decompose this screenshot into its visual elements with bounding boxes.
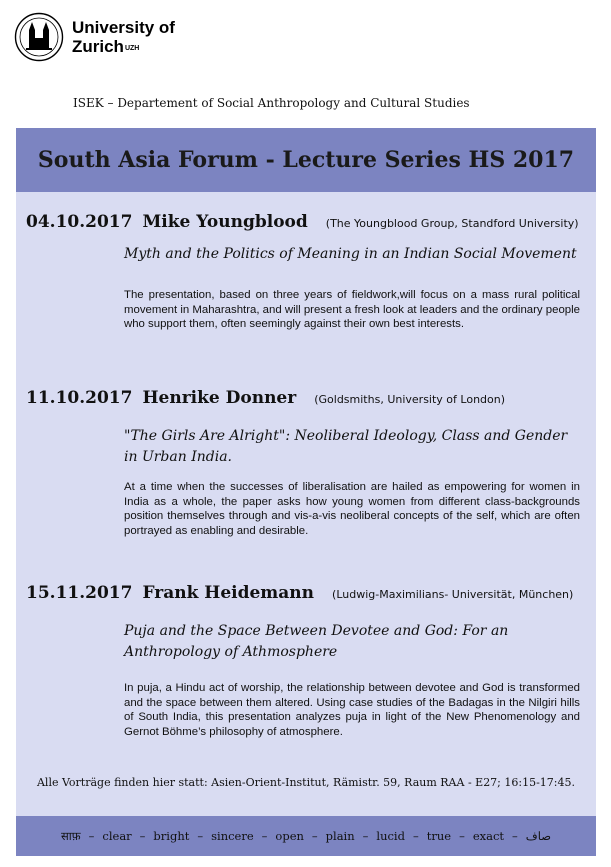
footer-separator: – xyxy=(88,829,95,843)
university-suffix: UZH xyxy=(124,45,140,52)
footer-band xyxy=(16,816,596,856)
footer-word: साफ़ xyxy=(61,828,81,843)
lecture-title: Puja and the Space Between Devotee and God: For an Anthropology of Athmosphere xyxy=(124,623,509,660)
footer-word: clear xyxy=(102,829,132,843)
lecture-title: "The Girls Are Alright": Neoliberal Ideology, Class and Gender in Urban India. xyxy=(124,428,568,465)
footer-separator: – xyxy=(139,829,146,843)
footer-separator: – xyxy=(512,829,518,843)
university-name xyxy=(72,18,175,56)
venue-note: Alle Vorträge finden hier statt: Asien-Orient-Institut, Rämistr. 59, Raum RAA - E27; 16:15-17:45. xyxy=(36,776,576,789)
poster-panel xyxy=(16,128,596,856)
department-line: ISEK – Departement of Social Anthropology and Cultural Studies xyxy=(73,96,470,110)
footer-separator: – xyxy=(197,829,204,843)
lecture-speaker: Mike Youngblood xyxy=(142,212,308,232)
university-name-line2: Zurich xyxy=(72,37,124,56)
lecture-affiliation: (Goldsmiths, University of London) xyxy=(314,393,506,406)
footer-word: true xyxy=(426,829,452,843)
footer-separator: – xyxy=(412,829,419,843)
footer-word: plain xyxy=(325,829,355,843)
footer-word: sincere xyxy=(211,829,254,843)
lecture-header xyxy=(26,212,579,232)
footer-word: lucid xyxy=(376,829,405,843)
lecture-header xyxy=(26,388,505,408)
footer-separator: – xyxy=(261,829,268,843)
series-title: South Asia Forum - Lecture Series HS 2017 xyxy=(37,147,575,173)
footer-word: صاف xyxy=(525,829,551,843)
footer-word: exact xyxy=(472,829,505,843)
lecture-abstract: At a time when the successes of liberalisation are hailed as empowering for women in India as a whole, the paper asks how young women from different class-backgrounds position themselves through and vis-a-vis neoliberal concepts of the self, which are often portrayed as enabling and desirable. xyxy=(124,481,580,537)
lecture-date: 11.10.2017 xyxy=(26,388,133,408)
footer-separator: – xyxy=(362,829,369,843)
footer-separator: – xyxy=(311,829,318,843)
lecture-speaker: Henrike Donner xyxy=(142,388,297,408)
lecture-header xyxy=(26,583,573,603)
lecture-affiliation: (The Youngblood Group, Standford University) xyxy=(325,217,579,230)
lecture-affiliation: (Ludwig-Maximilians- Universität, München) xyxy=(332,588,574,601)
footer-word: bright xyxy=(153,829,190,843)
university-seal-icon xyxy=(14,12,64,62)
footer-word: open xyxy=(275,829,304,843)
university-logo xyxy=(14,10,175,64)
series-header xyxy=(16,128,596,192)
lecture-title: Myth and the Politics of Meaning in an Indian Social Movement xyxy=(124,246,577,262)
footer-separator: – xyxy=(459,829,465,843)
lecture-abstract: In puja, a Hindu act of worship, the relationship between devotee and God is transformed and the space between them altered. Using case studies of the Badagas in the Nilgiri hills of South India, this presentation analyzes puja in light of the New Phenomenology and Gernot Böhme’s philosophy of atmosphere. xyxy=(124,682,580,738)
lecture-date: 04.10.2017 xyxy=(26,212,133,232)
university-name-line1: University of xyxy=(72,18,175,37)
lecture-abstract: The presentation, based on three years of fieldwork,will focus on a mass rural political movement in Maharashtra, and will present a fresh look at leaders and the ordinary people who support them, often seemingly against their own best interests. xyxy=(124,289,580,330)
lecture-speaker: Frank Heidemann xyxy=(142,583,315,603)
lecture-date: 15.11.2017 xyxy=(26,583,133,603)
